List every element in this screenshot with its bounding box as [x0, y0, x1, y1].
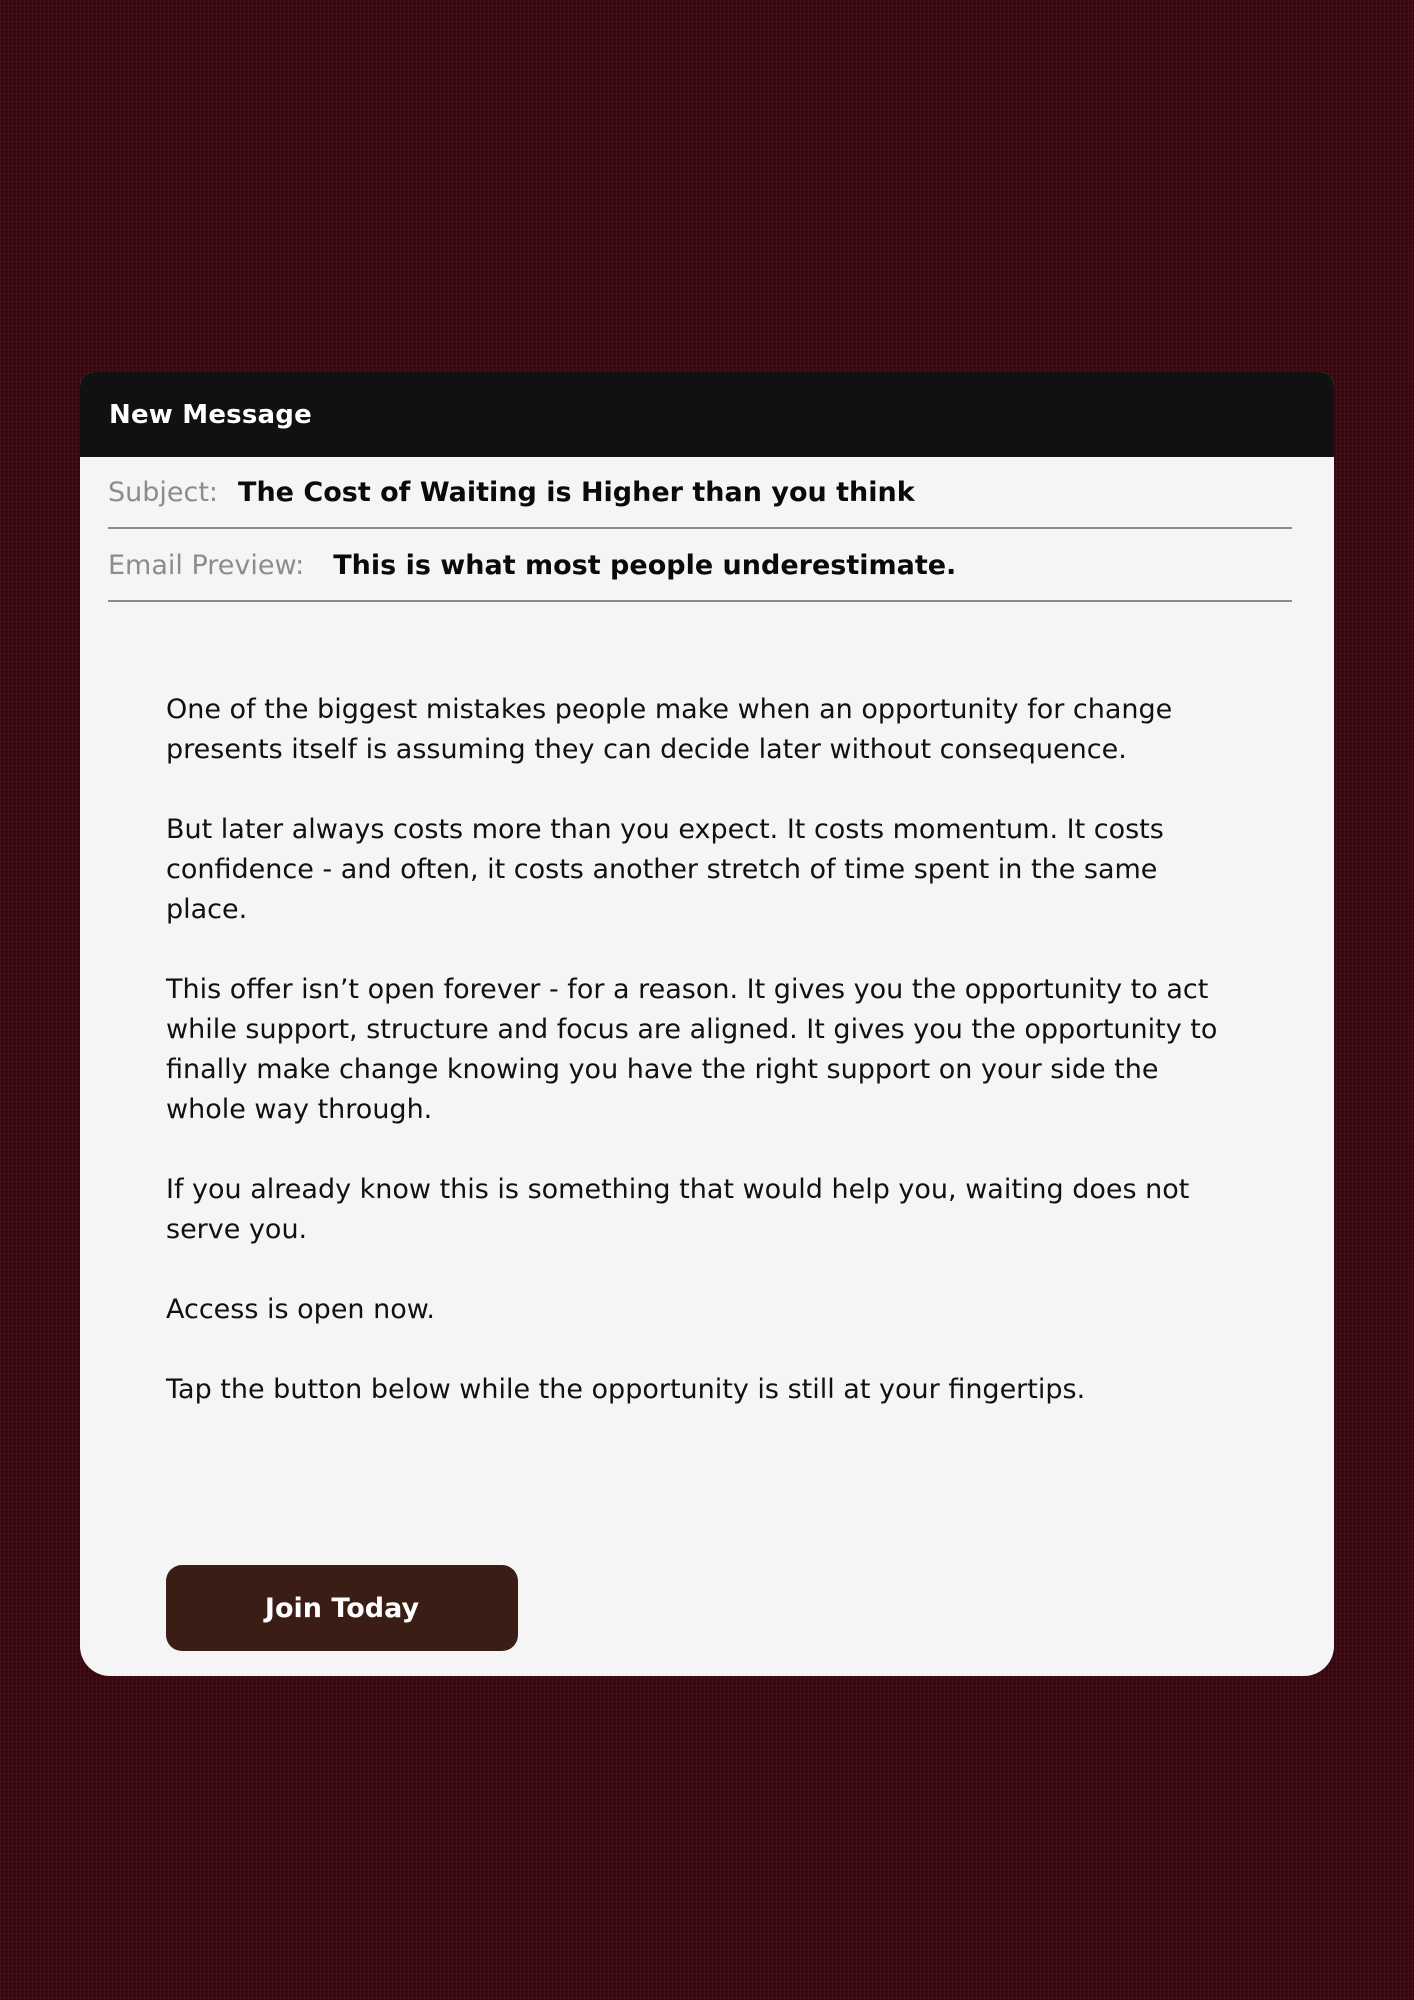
subject-field[interactable]	[108, 457, 1292, 529]
body-paragraph: This offer isn’t open forever - for a reason. It gives you the opportunity to act while support, structure and focus are aligned. It gives you the opportunity to finally make change knowing you have the right support on your side the whole way through.	[166, 974, 1218, 1125]
subject-value[interactable]: The Cost of Waiting is Higher than you think	[238, 476, 915, 508]
window-title: New Message	[109, 399, 312, 430]
body-paragraph: If you already know this is something that would help you, waiting does not serve you.	[166, 1174, 1190, 1245]
message-body[interactable]	[166, 690, 1226, 1450]
body-paragraph: Access is open now.	[166, 1294, 435, 1325]
subject-label: Subject:	[108, 476, 219, 508]
email-preview-field[interactable]	[108, 530, 1292, 602]
join-today-button[interactable]: Join Today	[166, 1565, 518, 1651]
body-paragraph: Tap the button below while the opportunity is still at your fingertips.	[166, 1374, 1086, 1405]
body-paragraph: But later always costs more than you expect. It costs momentum. It costs confidence - and often, it costs another stretch of time spent in the same place.	[166, 814, 1164, 925]
email-preview-label: Email Preview:	[108, 549, 305, 581]
body-paragraph: One of the biggest mistakes people make when an opportunity for change presents itself is assuming they can decide later without consequence.	[166, 694, 1173, 765]
window-titlebar	[80, 372, 1334, 457]
email-compose-window	[80, 372, 1334, 1676]
email-preview-value[interactable]: This is what most people underestimate.	[333, 549, 957, 581]
